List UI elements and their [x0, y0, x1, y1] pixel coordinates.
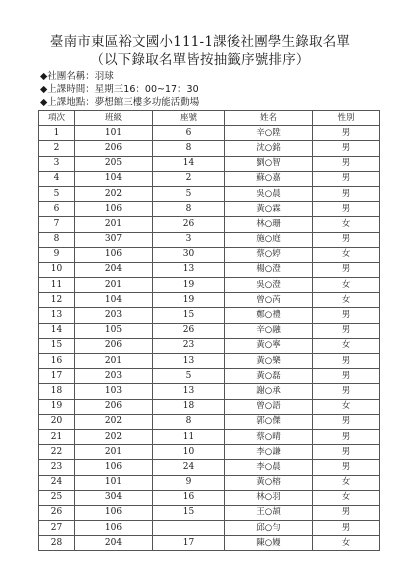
table-row [39, 445, 380, 460]
cell-index: 9 [39, 247, 75, 262]
cell-seat-number: 26 [153, 217, 225, 232]
cell-class: 201 [75, 354, 153, 369]
cell-index: 22 [39, 445, 75, 460]
cell-seat-number: 16 [153, 490, 225, 505]
cell-class: 206 [75, 399, 153, 414]
cell-index: 26 [39, 505, 75, 520]
cell-seat-number: 18 [153, 399, 225, 414]
table-row [39, 262, 380, 277]
cell-class: 201 [75, 217, 153, 232]
cell-class: 307 [75, 232, 153, 247]
cell-name: 謝○承 [225, 384, 313, 399]
cell-gender: 男 [313, 505, 380, 520]
cell-index: 14 [39, 323, 75, 338]
table-row [39, 521, 380, 536]
cell-class: 105 [75, 323, 153, 338]
cell-name: 曾○芮 [225, 293, 313, 308]
cell-gender: 男 [313, 202, 380, 217]
cell-class: 206 [75, 141, 153, 156]
cell-index: 24 [39, 475, 75, 490]
cell-seat-number: 8 [153, 202, 225, 217]
cell-gender: 男 [313, 156, 380, 171]
header-class: 班級 [75, 111, 153, 126]
cell-gender: 女 [313, 490, 380, 505]
cell-index: 27 [39, 521, 75, 536]
table-row [39, 202, 380, 217]
cell-seat-number: 15 [153, 505, 225, 520]
cell-class: 205 [75, 156, 153, 171]
table-row [39, 141, 380, 156]
cell-class: 206 [75, 338, 153, 353]
cell-seat-number: 23 [153, 338, 225, 353]
table-row [39, 475, 380, 490]
cell-name: 邱○勻 [225, 521, 313, 536]
cell-class: 304 [75, 490, 153, 505]
cell-gender: 男 [313, 308, 380, 323]
cell-name: 蔡○晴 [225, 429, 313, 444]
cell-seat-number: 24 [153, 460, 225, 475]
header-index: 項次 [39, 111, 75, 126]
cell-name: 施○庭 [225, 232, 313, 247]
cell-name: 黃○磊 [225, 369, 313, 384]
cell-seat-number: 5 [153, 186, 225, 201]
cell-name: 林○羽 [225, 490, 313, 505]
cell-seat-number [153, 521, 225, 536]
table-row [39, 232, 380, 247]
cell-index: 3 [39, 156, 75, 171]
cell-seat-number: 2 [153, 171, 225, 186]
cell-gender: 女 [313, 475, 380, 490]
table-row [39, 414, 380, 429]
cell-gender: 女 [313, 536, 380, 551]
cell-class: 106 [75, 505, 153, 520]
cell-gender: 男 [313, 141, 380, 156]
cell-gender: 女 [313, 399, 380, 414]
cell-gender: 男 [313, 369, 380, 384]
cell-name: 郭○傑 [225, 414, 313, 429]
cell-name: 吳○晨 [225, 186, 313, 201]
cell-gender: 男 [313, 262, 380, 277]
cell-name: 李○謙 [225, 445, 313, 460]
cell-name: 吳○澄 [225, 278, 313, 293]
table-header-row [39, 111, 380, 126]
header-name: 姓名 [225, 111, 313, 126]
table-row [39, 278, 380, 293]
cell-seat-number: 10 [153, 445, 225, 460]
cell-index: 4 [39, 171, 75, 186]
class-time-line: ◆上課時間：星期三16：00~17：30 [40, 84, 199, 95]
cell-class: 104 [75, 293, 153, 308]
cell-seat-number: 11 [153, 429, 225, 444]
cell-seat-number: 5 [153, 369, 225, 384]
table-row [39, 308, 380, 323]
cell-gender: 男 [313, 323, 380, 338]
cell-index: 13 [39, 308, 75, 323]
cell-gender: 男 [313, 429, 380, 444]
header-gender: 性別 [313, 111, 380, 126]
cell-class: 106 [75, 247, 153, 262]
class-location-line: ◆上課地點：夢想館三樓多功能活動場 [40, 97, 200, 108]
cell-seat-number: 13 [153, 384, 225, 399]
cell-gender: 男 [313, 171, 380, 186]
cell-seat-number: 14 [153, 156, 225, 171]
cell-seat-number: 8 [153, 414, 225, 429]
table-row [39, 247, 380, 262]
table-row [39, 369, 380, 384]
table-row [39, 505, 380, 520]
cell-name: 辛○陞 [225, 126, 313, 141]
cell-class: 204 [75, 536, 153, 551]
cell-index: 6 [39, 202, 75, 217]
table-row [39, 126, 380, 141]
table-row [39, 338, 380, 353]
cell-class: 201 [75, 445, 153, 460]
cell-class: 201 [75, 278, 153, 293]
cell-gender: 男 [313, 384, 380, 399]
cell-index: 1 [39, 126, 75, 141]
cell-index: 17 [39, 369, 75, 384]
cell-seat-number: 13 [153, 262, 225, 277]
cell-class: 203 [75, 308, 153, 323]
cell-index: 18 [39, 384, 75, 399]
cell-gender: 男 [313, 414, 380, 429]
cell-class: 106 [75, 460, 153, 475]
cell-seat-number: 8 [153, 141, 225, 156]
cell-index: 19 [39, 399, 75, 414]
table-row [39, 354, 380, 369]
table-row [39, 171, 380, 186]
cell-gender: 女 [313, 338, 380, 353]
cell-name: 黃○榕 [225, 475, 313, 490]
table-row [39, 429, 380, 444]
cell-index: 11 [39, 278, 75, 293]
cell-name: 蘇○嘉 [225, 171, 313, 186]
cell-name: 楊○澄 [225, 262, 313, 277]
cell-class: 104 [75, 171, 153, 186]
cell-gender: 女 [313, 247, 380, 262]
cell-class: 101 [75, 475, 153, 490]
cell-name: 黃○樂 [225, 354, 313, 369]
cell-seat-number: 19 [153, 278, 225, 293]
cell-index: 10 [39, 262, 75, 277]
cell-index: 16 [39, 354, 75, 369]
cell-seat-number: 30 [153, 247, 225, 262]
cell-index: 2 [39, 141, 75, 156]
table-row [39, 384, 380, 399]
cell-index: 8 [39, 232, 75, 247]
cell-gender: 女 [313, 217, 380, 232]
table-row [39, 217, 380, 232]
admission-table [38, 110, 380, 551]
cell-seat-number: 6 [153, 126, 225, 141]
cell-name: 辛○融 [225, 323, 313, 338]
cell-class: 202 [75, 414, 153, 429]
cell-index: 20 [39, 414, 75, 429]
club-name-line: ◆社團名稱：羽球 [40, 71, 114, 82]
cell-seat-number: 15 [153, 308, 225, 323]
cell-index: 23 [39, 460, 75, 475]
cell-gender: 女 [313, 293, 380, 308]
cell-name: 陳○嫚 [225, 536, 313, 551]
cell-class: 202 [75, 186, 153, 201]
cell-name: 林○珊 [225, 217, 313, 232]
cell-gender: 男 [313, 186, 380, 201]
cell-name: 曾○語 [225, 399, 313, 414]
table-row [39, 399, 380, 414]
cell-name: 黃○寧 [225, 338, 313, 353]
cell-index: 15 [39, 338, 75, 353]
cell-name: 劉○智 [225, 156, 313, 171]
cell-gender: 男 [313, 460, 380, 475]
cell-index: 12 [39, 293, 75, 308]
table-row [39, 186, 380, 201]
cell-gender: 男 [313, 445, 380, 460]
cell-seat-number: 17 [153, 536, 225, 551]
cell-index: 7 [39, 217, 75, 232]
table-row [39, 536, 380, 551]
page-subtitle: （以下錄取名單皆按抽籤序號排序） [90, 52, 310, 68]
cell-name: 黃○霖 [225, 202, 313, 217]
table-row [39, 323, 380, 338]
cell-class: 203 [75, 369, 153, 384]
cell-class: 202 [75, 429, 153, 444]
table-row [39, 490, 380, 505]
cell-seat-number: 9 [153, 475, 225, 490]
cell-class: 204 [75, 262, 153, 277]
table-row [39, 460, 380, 475]
cell-gender: 男 [313, 521, 380, 536]
cell-index: 21 [39, 429, 75, 444]
page-title: 臺南市東區裕文國小111-1課後社團學生錄取名單 [49, 34, 351, 50]
cell-gender: 男 [313, 232, 380, 247]
cell-gender: 男 [313, 354, 380, 369]
header-seat-number: 座號 [153, 111, 225, 126]
cell-gender: 男 [313, 126, 380, 141]
cell-seat-number: 26 [153, 323, 225, 338]
cell-name: 沈○銘 [225, 141, 313, 156]
cell-index: 25 [39, 490, 75, 505]
cell-name: 蔡○婷 [225, 247, 313, 262]
cell-seat-number: 19 [153, 293, 225, 308]
table-row [39, 293, 380, 308]
table-row [39, 156, 380, 171]
cell-class: 101 [75, 126, 153, 141]
cell-index: 5 [39, 186, 75, 201]
cell-class: 106 [75, 521, 153, 536]
cell-gender: 女 [313, 278, 380, 293]
cell-class: 106 [75, 202, 153, 217]
cell-name: 鄭○禮 [225, 308, 313, 323]
cell-name: 王○頡 [225, 505, 313, 520]
cell-seat-number: 13 [153, 354, 225, 369]
cell-seat-number: 3 [153, 232, 225, 247]
cell-index: 28 [39, 536, 75, 551]
cell-class: 103 [75, 384, 153, 399]
cell-name: 李○晨 [225, 460, 313, 475]
